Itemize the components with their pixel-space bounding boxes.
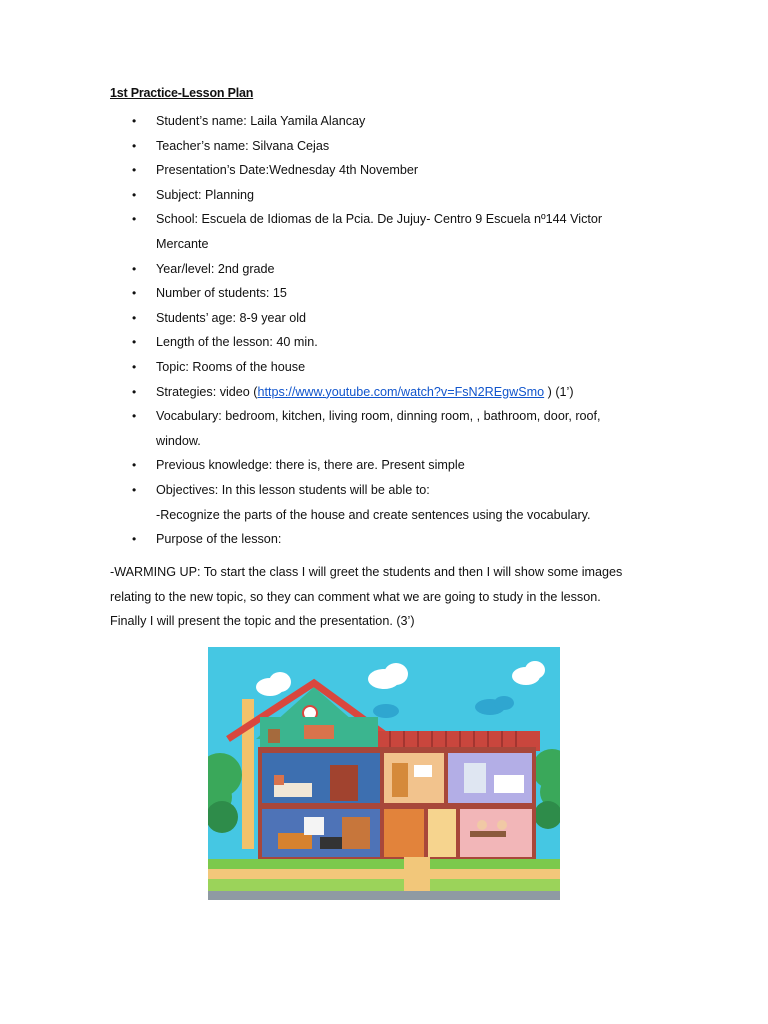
list-item: • Student’s name: Laila Yamila Alancay xyxy=(110,109,650,134)
bullet: • xyxy=(132,187,137,202)
list-item: • Strategies: video (https://www.youtube.com/watch?v=FsN2REgwSmo ) (1’) xyxy=(110,380,650,405)
list-item: • Length of the lesson: 40 min. xyxy=(110,330,650,355)
list-item: • School: Escuela de Idiomas de la Pcia. De Jujuy- Centro 9 Escuela nº144 Victor Mercante xyxy=(110,207,650,256)
video-link[interactable]: https://www.youtube.com/watch?v=FsN2REgwSmo xyxy=(257,384,545,399)
list-item: • Teacher’s name: Silvana Cejas xyxy=(110,134,650,159)
bullet: • xyxy=(132,261,137,276)
bullet: • xyxy=(132,409,137,424)
lesson-details-list xyxy=(110,109,650,552)
bullet: • xyxy=(132,212,137,227)
list-item: • Previous knowledge: there is, there are. Present simple xyxy=(110,453,650,478)
list-item: • Purpose of the lesson: xyxy=(110,527,650,552)
house-illustration xyxy=(208,647,560,900)
list-item: • Number of students: 15 xyxy=(110,281,650,306)
bullet: • xyxy=(132,384,137,399)
list-item: • Objectives: In this lesson students will be able to: -Recognize the parts of the house and create sentences using the vocabulary. xyxy=(110,478,650,527)
bullet: • xyxy=(132,163,137,178)
bullet: • xyxy=(132,359,137,374)
list-item: • Subject: Planning xyxy=(110,183,650,208)
warming-up-paragraph: -WARMING UP: To start the class I will greet the students and then I will show some images relating to the new topic, so they can comment what we are going to study in the lesson. Finally I will present the topic and the presentation. (3’) xyxy=(110,565,623,629)
list-item: • Presentation’s Date:Wednesday 4th November xyxy=(110,158,650,183)
bullet: • xyxy=(132,310,137,325)
list-item: • Vocabulary: bedroom, kitchen, living room, dinning room, , bathroom, door, roof, window. xyxy=(110,404,650,453)
document-title: 1st Practice-Lesson Plan xyxy=(110,86,254,100)
list-item: • Students’ age: 8-9 year old xyxy=(110,306,650,331)
bullet: • xyxy=(132,335,137,350)
bullet: • xyxy=(132,532,137,547)
list-item: • Topic: Rooms of the house xyxy=(110,355,650,380)
bullet: • xyxy=(132,114,137,128)
bullet: • xyxy=(132,458,137,473)
list-item: • Year/level: 2nd grade xyxy=(110,257,650,282)
bullet: • xyxy=(132,138,137,153)
bullet: • xyxy=(132,482,137,497)
bullet: • xyxy=(132,286,137,301)
